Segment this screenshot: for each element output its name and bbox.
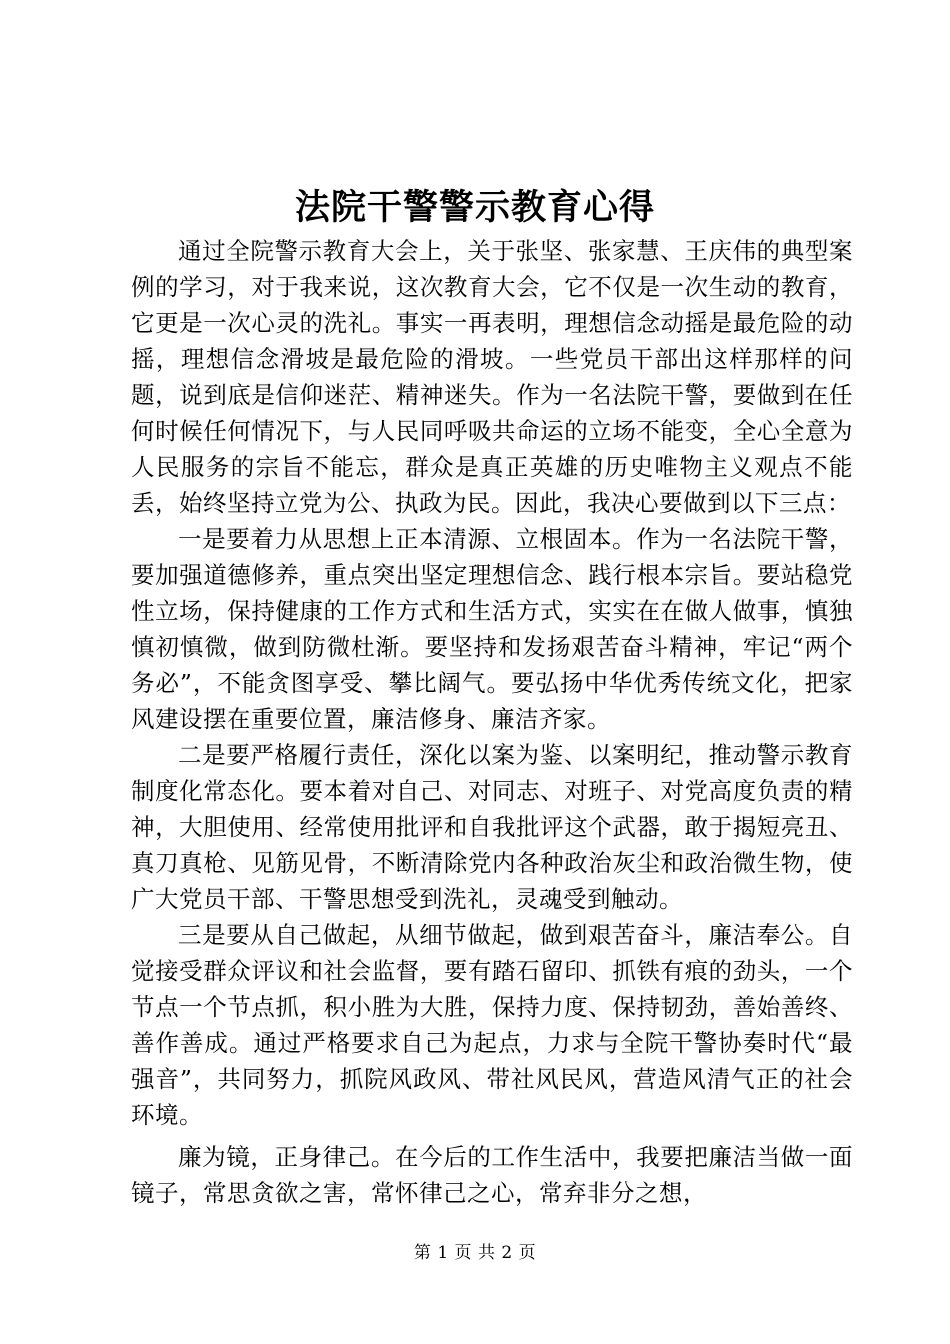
document-body xyxy=(131,233,853,1211)
paragraph-conclusion: 廉为镜，正身律己。在今后的工作生活中，我要把廉洁当做一面镜子，常思贪欲之害，常怀律己之心，常弃非分之想， xyxy=(131,1143,853,1207)
paragraph-point-two: 二是要严格履行责任，深化以案为鉴、以案明纪，推动警示教育制度化常态化。要本着对自己、对同志、对班子、对党高度负责的精神，大胆使用、经常使用批评和自我批评这个武器，敢于揭短亮丑、真刀真枪、见筋见骨，不断清除党内各种政治灰尘和政治微生物，使广大党员干部、干警思想受到洗礼，灵魂受到触动。 xyxy=(131,741,853,913)
paragraph-intro: 通过全院警示教育大会上，关于张坚、张家慧、王庆伟的典型案例的学习，对于我来说，这次教育大会，它不仅是一次生动的教育，它更是一次心灵的洗礼。事实一再表明，理想信念动摇是最危险的动摇，理想信念滑坡是最危险的滑坡。一些党员干部出这样那样的问题，说到底是信仰迷茫、精神迷失。作为一名法院干警，要做到在任何时候任何情况下，与人民同呼吸共命运的立场不能变，全心全意为人民服务的宗旨不能忘，群众是真正英雄的历史唯物主义观点不能丢，始终坚持立党为公、执政为民。因此，我决心要做到以下三点： xyxy=(131,237,853,517)
paragraph-point-one: 一是要着力从思想上正本清源、立根固本。作为一名法院干警，要加强道德修养，重点突出坚定理想信念、践行根本宗旨。要站稳党性立场，保持健康的工作方式和生活方式，实实在在做人做事，慎独慎初慎微，做到防微杜渐。要坚持和发扬艰苦奋斗精神，牢记“两个务必”，不能贪图享受、攀比阔气。要弘扬中华优秀传统文化，把家风建设摆在重要位置，廉洁修身、廉洁齐家。 xyxy=(131,525,853,733)
paragraph-point-three: 三是要从自己做起，从细节做起，做到艰苦奋斗，廉洁奉公。自觉接受群众评议和社会监督，要有踏石留印、抓铁有痕的劲头，一个节点一个节点抓，积小胜为大胜，保持力度、保持韧劲，善始善终、善作善成。通过严格要求自己为起点，力求与全院干警协奏时代“最强音”，共同努力，抓院风政风、带社风民风，营造风清气正的社会环境。 xyxy=(131,921,853,1129)
page-title: 法院干警警示教育心得 xyxy=(294,187,655,228)
page-footer: 第 1 页 共 2 页 xyxy=(413,1243,537,1263)
